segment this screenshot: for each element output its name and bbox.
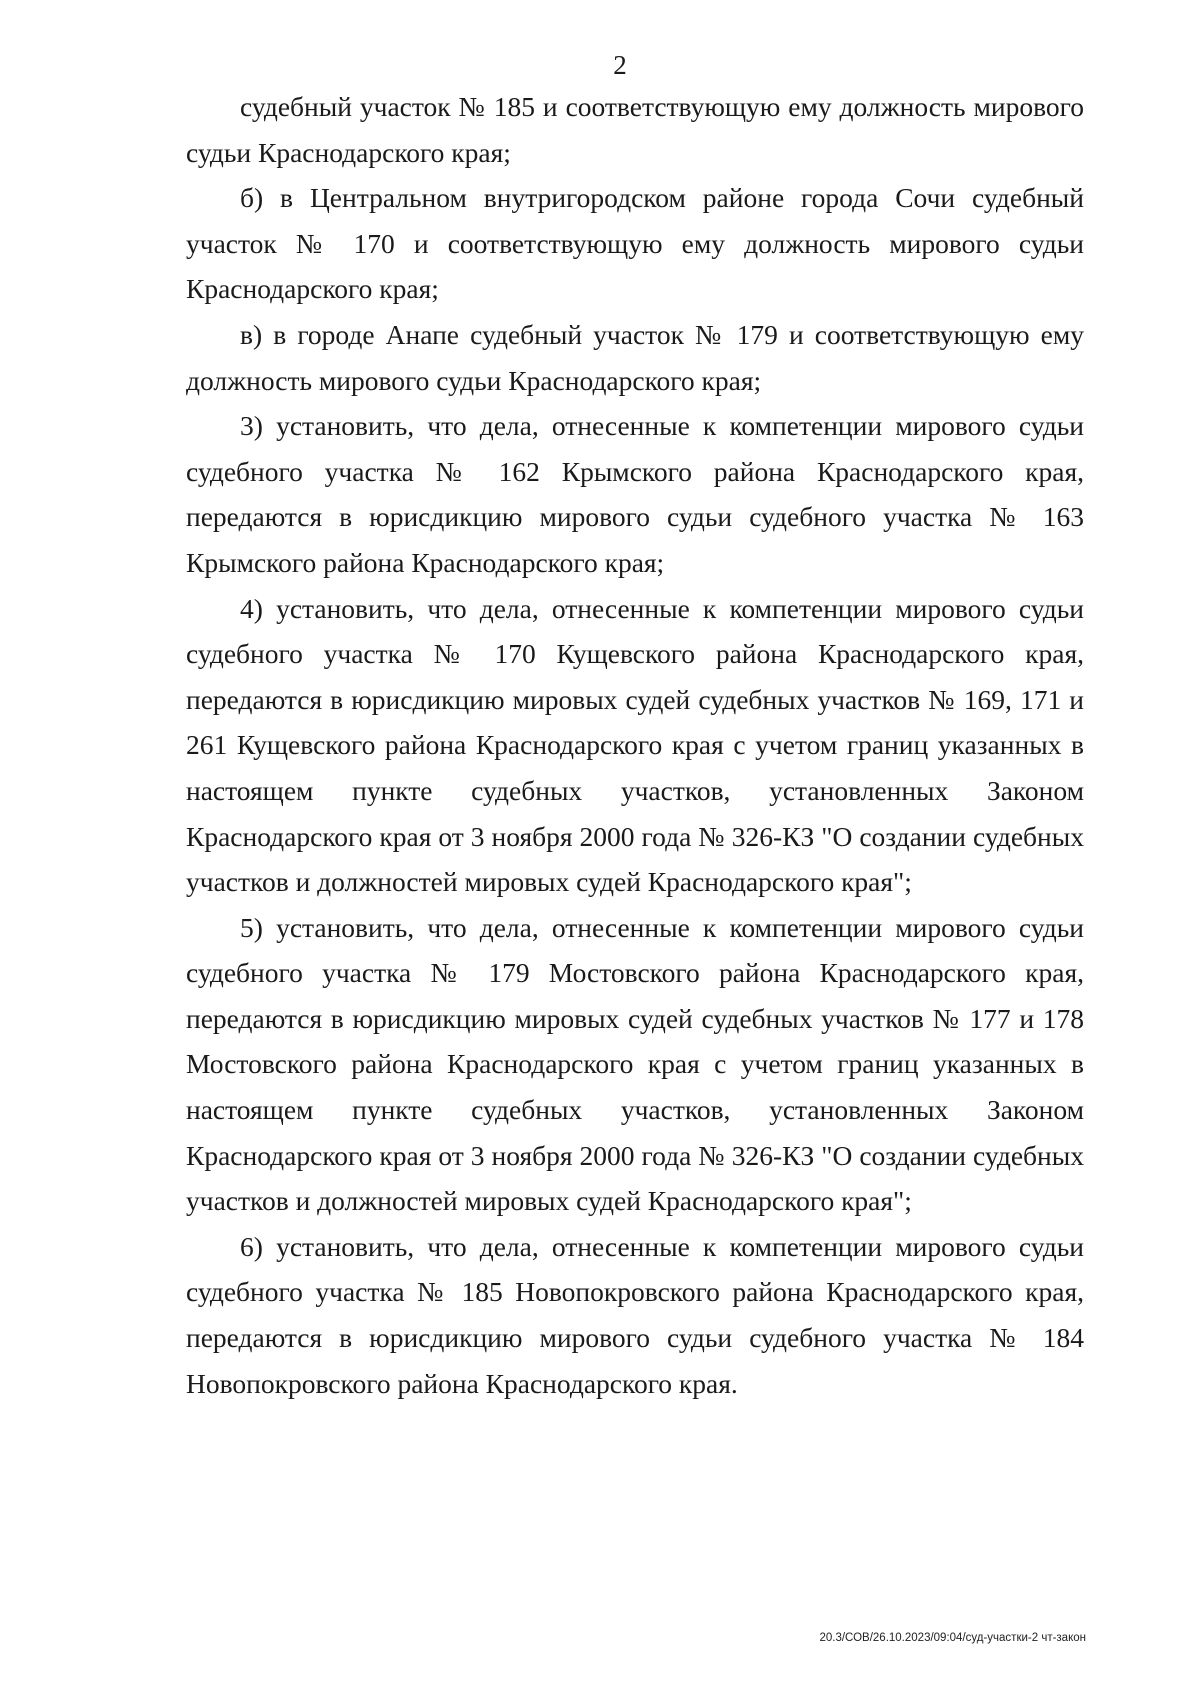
paragraph-continuation-a: судебный участок № 185 и соответствующую ему должность мирового судьи Краснодарского края;: [186, 91, 1084, 168]
paragraph-item-v: в) в городе Анапе судебный участок № 179 и соответствующую ему должность мирового судьи Краснодарского края;: [186, 318, 1084, 396]
paragraph-item-6: 6) установить, что дела, отнесенные к компетенции мирового судьи судебного участка № 185 Новопокровского района Краснодарского края, передаются в юрисдикцию мирового судьи судебного участка № 184 Новопокровского района Краснодарского края.: [186, 1230, 1084, 1399]
paragraph-item-b: б) в Центральном внутригородском районе города Сочи судебный участок № 170 и соответствующую ему должность мирового судьи Краснодарского края;: [186, 182, 1084, 305]
document-body: [186, 84, 1084, 1406]
paragraph-item-3: 3) установить, что дела, отнесенные к компетенции мирового судьи судебного участка № 162 Крымского района Краснодарского края, передаются в юрисдикцию мирового судьи судебного участка № 163 Крымского района Краснодарского края;: [186, 410, 1084, 578]
paragraph-item-4: 4) установить, что дела, отнесенные к компетенции мирового судьи судебного участка № 170 Кущевского района Краснодарского края, передаются в юрисдикцию мировых судей судебных участков № 169, 171 и 261 Кущевского района Краснодарского края с учетом границ указанных в настоящем пункте судебных участков, установленных Законом Краснодарского края от 3 ноября 2000 года № 326-КЗ "О создании судебных участков и должностей мировых судей Краснодарского края";: [186, 592, 1084, 898]
paragraph-item-5: 5) установить, что дела, отнесенные к компетенции мирового судьи судебного участка № 179 Мостовского района Краснодарского края, передаются в юрисдикцию мировых судей судебных участков № 177 и 178 Мостовского района Краснодарского края с учетом границ указанных в настоящем пункте судебных участков, установленных Законом Краснодарского края от 3 ноября 2000 года № 326-КЗ "О создании судебных участков и должностей мировых судей Краснодарского края";: [186, 911, 1084, 1217]
footer-document-code: 20.3/СОВ/26.10.2023/09:04/суд-участки-2 чт-закон: [819, 1632, 1086, 1644]
page-number: 2: [613, 50, 627, 80]
